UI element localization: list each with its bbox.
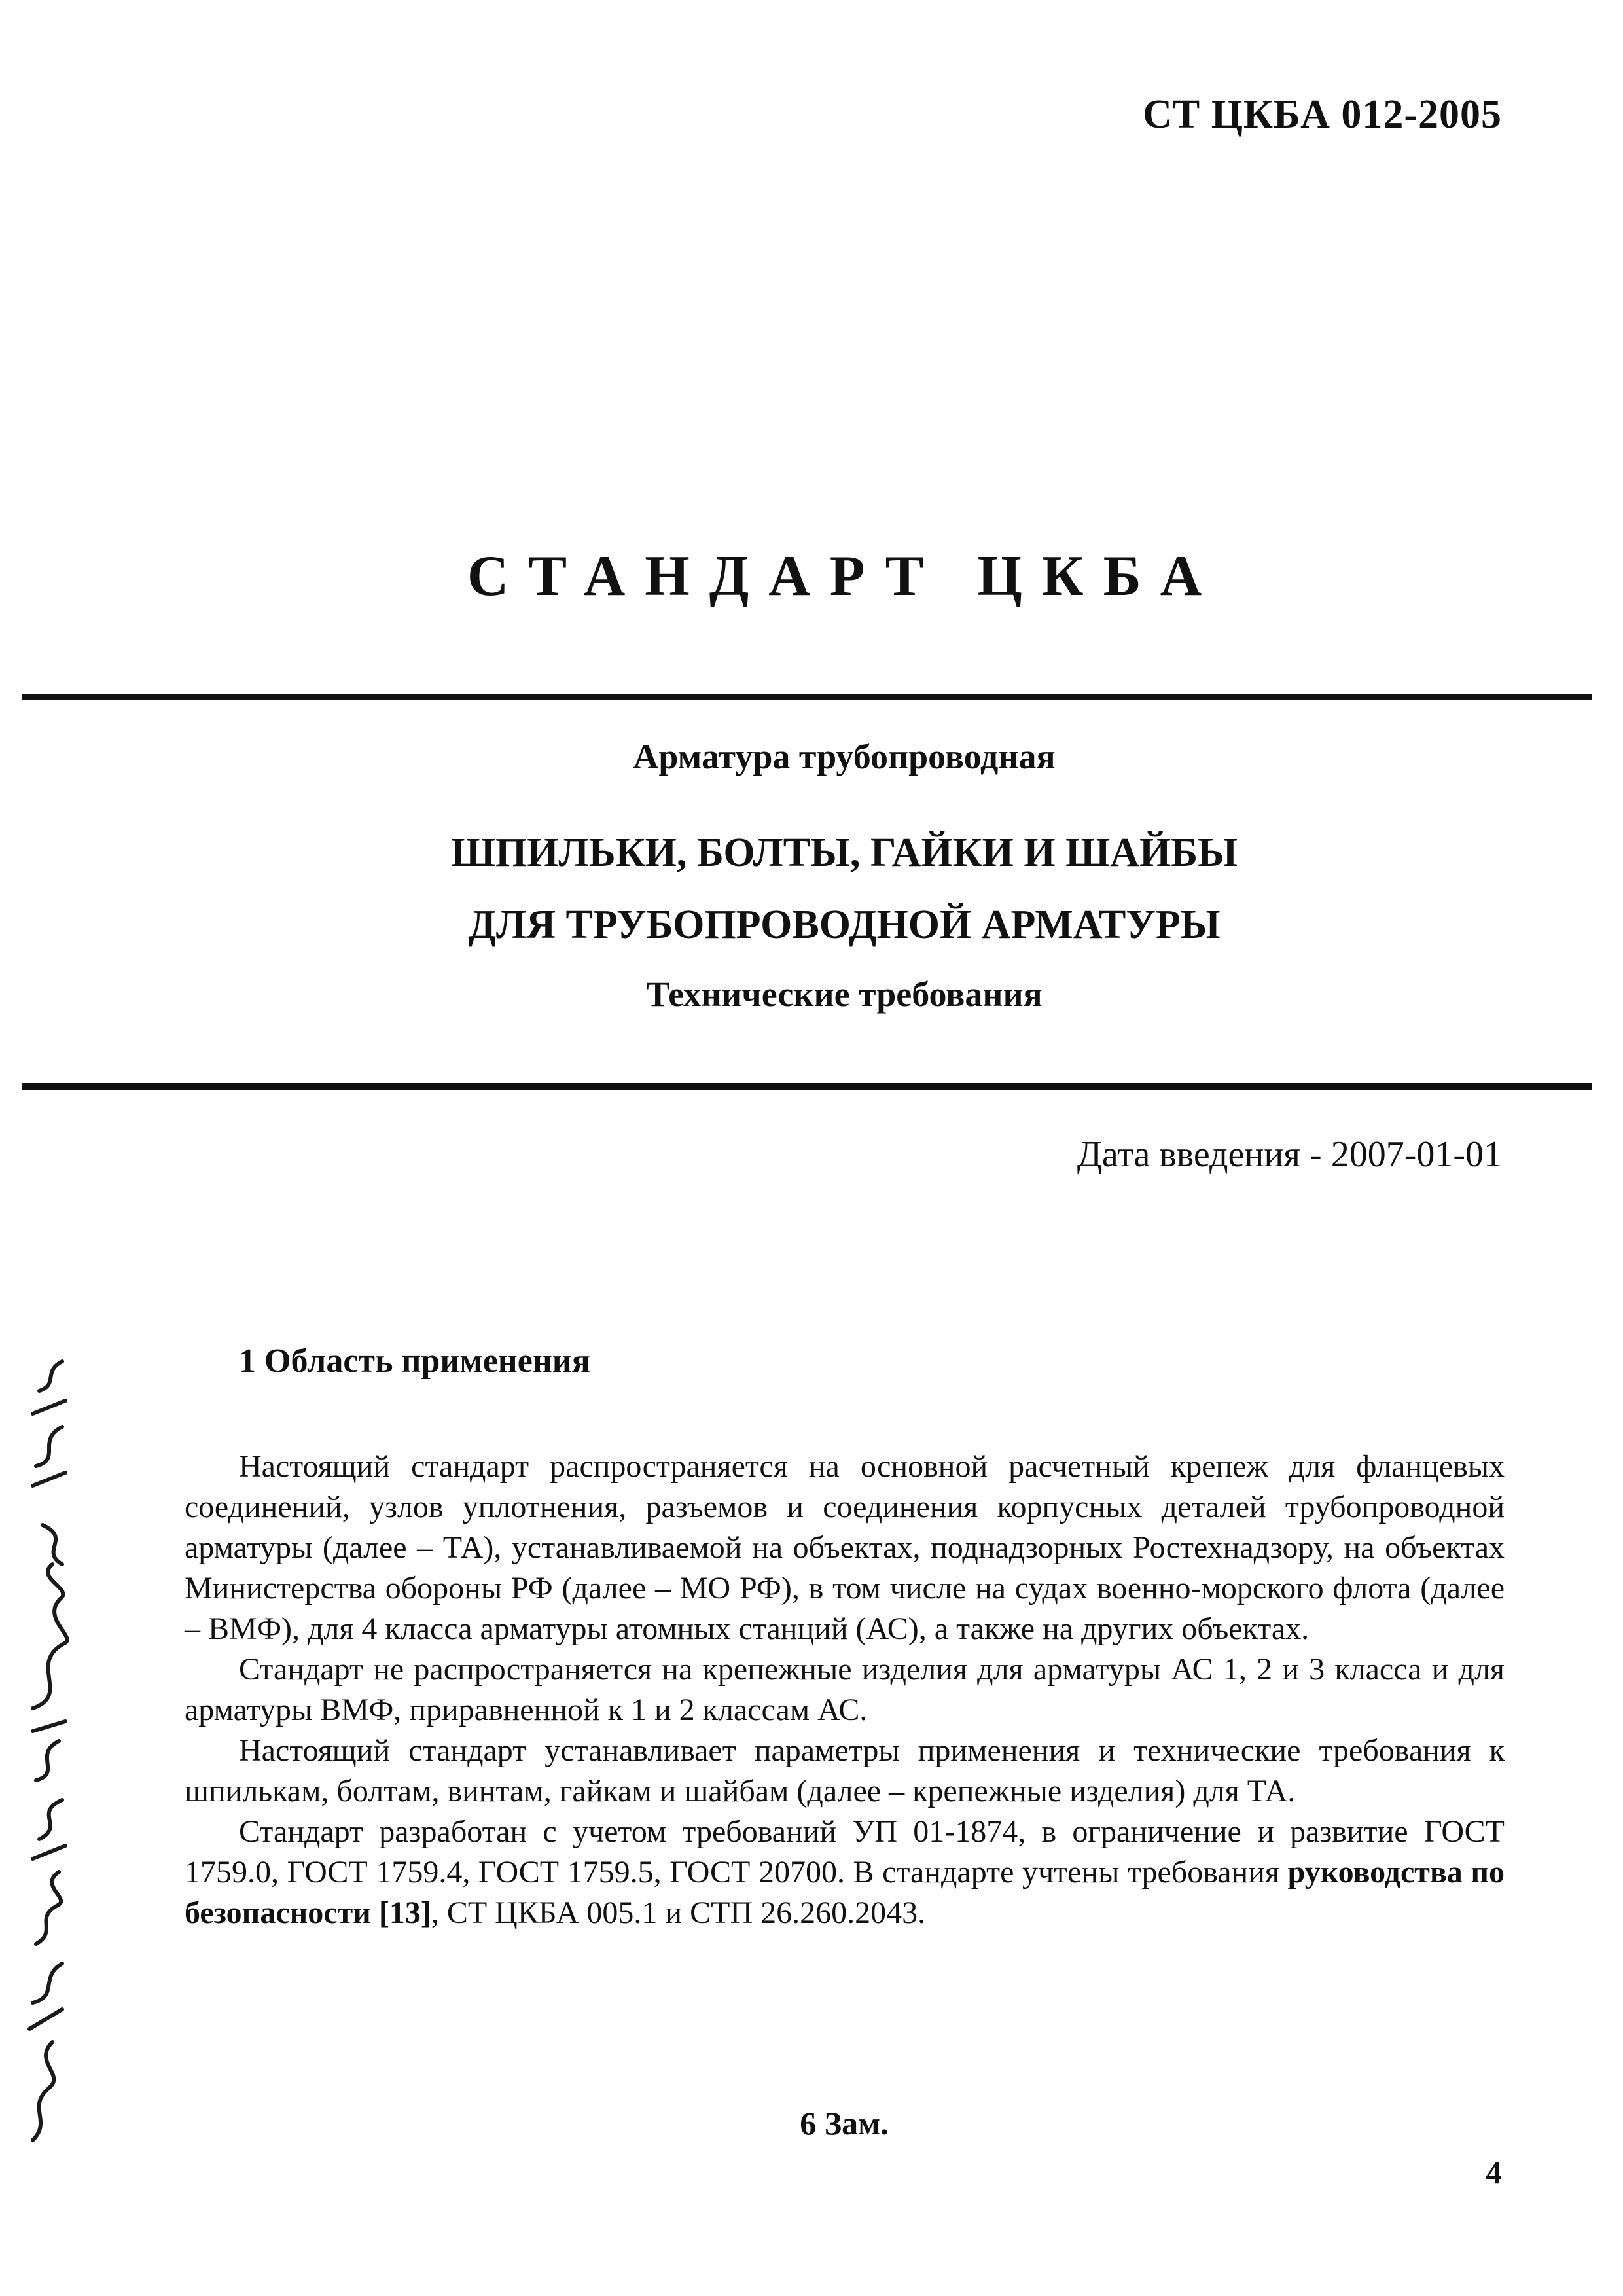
safety-guide-reference: руководства по безопасности [13] xyxy=(185,1855,1505,1930)
document-title-line-1: ШПИЛЬКИ, БОЛТЫ, ГАЙКИ И ШАЙБЫ xyxy=(450,831,1238,875)
amendment-mark: 6 Зам. xyxy=(800,2105,889,2142)
section-body xyxy=(185,1446,1505,1933)
paragraph-requirements: Настоящий стандарт устанавливает параметры применения и технические требования к шпилькам, болтам, винтам, гайкам и шайбам (далее – крепежные изделия) для ТА. xyxy=(185,1733,1505,1808)
standard-heading: СТАНДАРТ ЦКБА xyxy=(467,545,1222,608)
paragraph-scope: Настоящий стандарт распространяется на основной расчетный крепеж для фланцевых соединений, узлов уплотнения, разъемов и соединения корпусных деталей трубопроводной арматуры (далее – ТА), устанавливаемой на объектах, поднадзорных Ростехнадзору, на объектах Министерства обороны РФ (далее – МО РФ), в том числе на судах военно-морского флота (далее – ВМФ), для 4 класса арматуры атомных станций (АС), а также на других объектах. xyxy=(185,1449,1505,1646)
bottom-rule xyxy=(22,1083,1592,1090)
document-title-line-2: ДЛЯ ТРУБОПРОВОДНОЙ АРМАТУРЫ xyxy=(468,903,1221,947)
document-code: СТ ЦКБА 012-2005 xyxy=(1143,92,1502,137)
document-category: Арматура трубопроводная xyxy=(633,737,1056,776)
paragraph-exclusions: Стандарт не распространяется на крепежные изделия для арматуры АС 1, 2 и 3 класса и для арматуры ВМФ, приравненной к 1 и 2 классам АС. xyxy=(185,1652,1505,1727)
references-text-start: Стандарт разработан с учетом требований УП 01-1874, в ограничение и развитие ГОСТ 1759.0, ГОСТ 1759.4, ГОСТ 1759.5, ГОСТ 20700. В стандарте учтены требования xyxy=(185,1814,1505,1890)
references-text-end: , СТ ЦКБА 005.1 и СТП 26.260.2043. xyxy=(431,1895,926,1930)
paragraph-references xyxy=(185,1812,1505,1933)
document-subtitle: Технические требования xyxy=(646,975,1043,1014)
top-rule xyxy=(22,694,1592,700)
section-title: 1 Область применения xyxy=(239,1342,590,1380)
introduction-date: Дата введения - 2007-01-01 xyxy=(1077,1134,1502,1175)
page-number: 4 xyxy=(1486,2154,1502,2191)
handwritten-margin-stamp xyxy=(13,1355,85,2160)
